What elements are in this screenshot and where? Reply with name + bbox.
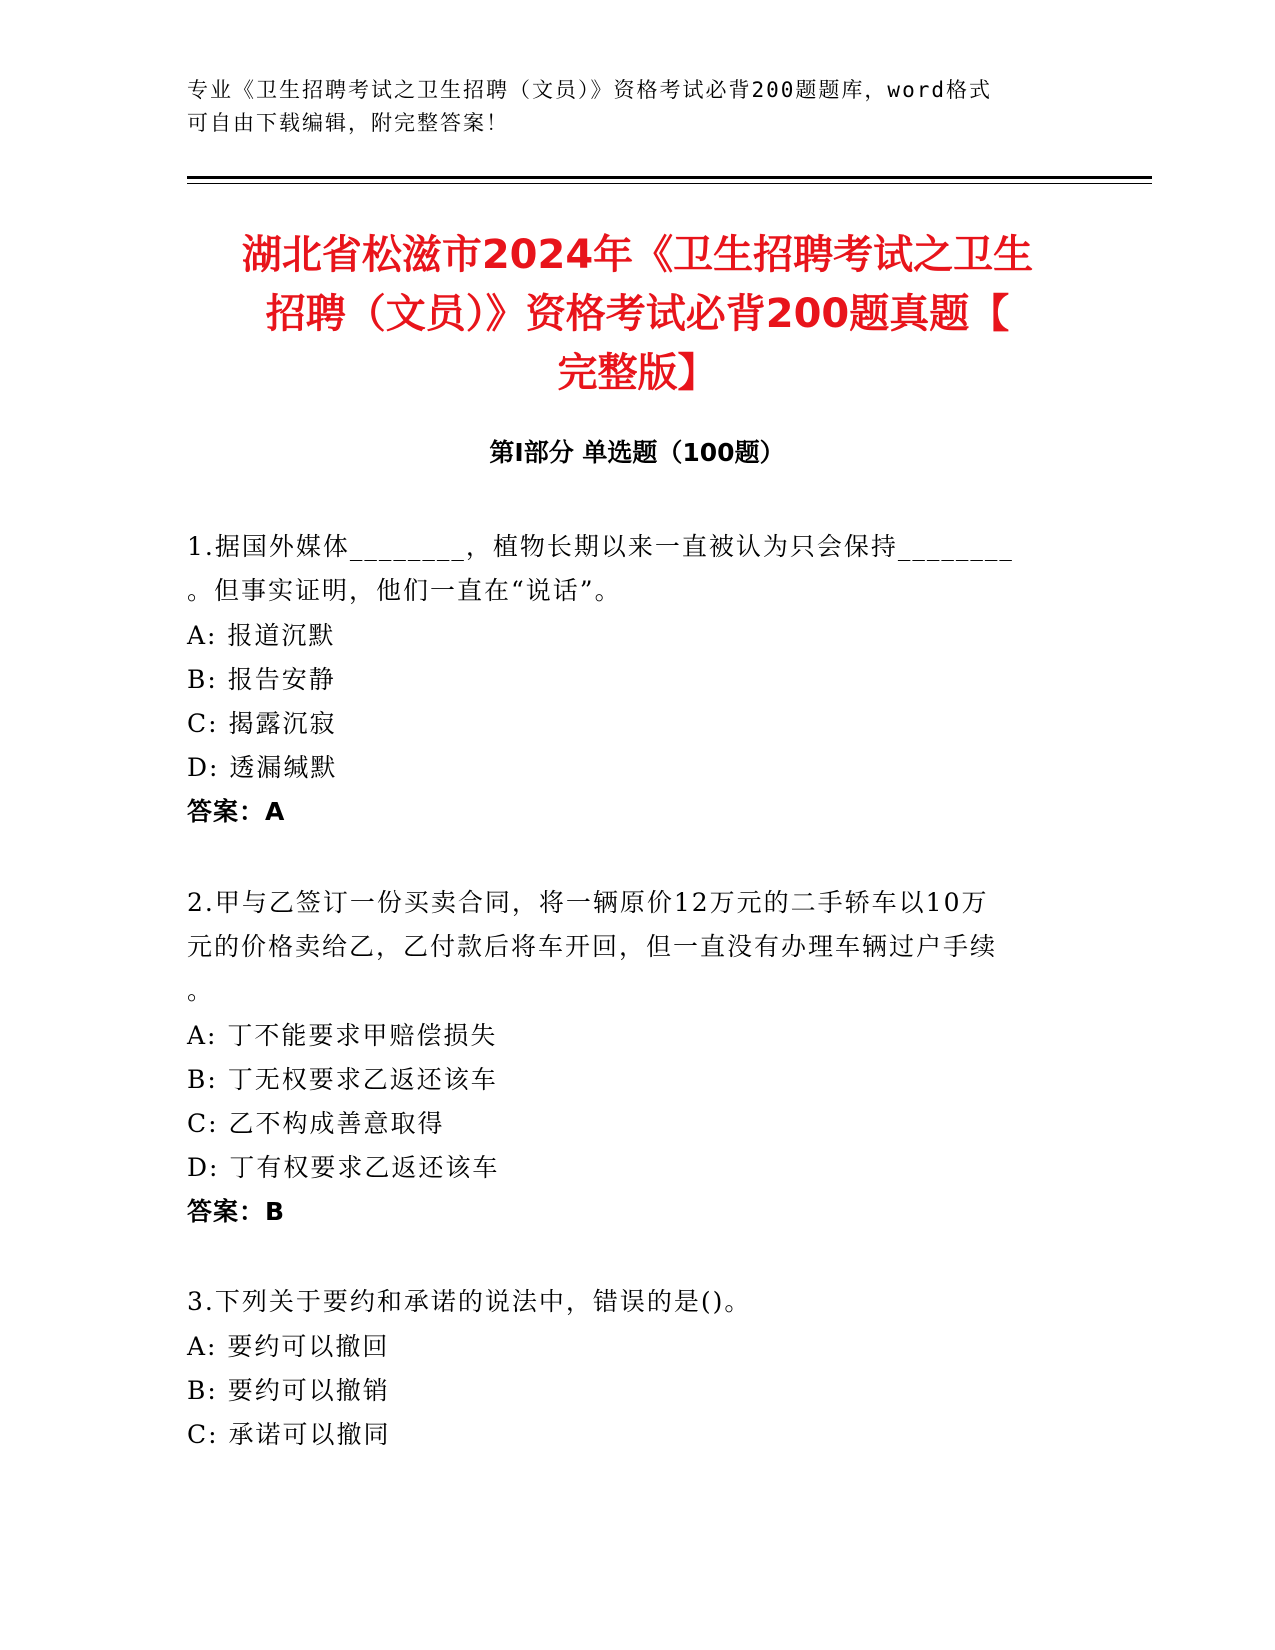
header-note xyxy=(187,74,1067,140)
document-title-line-1: 湖北省松滋市2024年《卫生招聘考试之卫生 xyxy=(241,232,1034,278)
section-heading: 第I部分 单选题（100题） xyxy=(489,438,785,467)
question-1-stem-line-1: 1.据国外媒体________，植物长期以来一直被认为只会保持________ xyxy=(187,532,1014,561)
header-rule-thick xyxy=(187,176,1152,179)
question-1-answer: 答案：A xyxy=(187,797,286,826)
question-2-option-d: D: 丁有权要求乙返还该车 xyxy=(187,1153,500,1182)
question-2-answer: 答案：B xyxy=(187,1197,286,1226)
question-1-option-b: B: 报告安静 xyxy=(187,665,336,694)
question-1-option-a: A: 报道沉默 xyxy=(187,621,336,650)
question-2-stem-line-3: 。 xyxy=(187,976,215,1005)
question-3-option-b: B: 要约可以撤销 xyxy=(187,1376,390,1405)
question-1-option-c: C: 揭露沉寂 xyxy=(187,709,337,738)
question-2-option-c: C: 乙不构成善意取得 xyxy=(187,1109,445,1138)
document-title-line-2: 招聘（文员）》资格考试必背200题真题【 xyxy=(265,291,1010,337)
header-note-line-1: 专业《卫生招聘考试之卫生招聘（文员）》资格考试必背200题题库，word格式 xyxy=(187,78,992,102)
question-1-option-d: D: 透漏缄默 xyxy=(187,753,338,782)
header-note-line-2: 可自由下载编辑，附完整答案！ xyxy=(187,111,509,135)
question-2-stem-line-2: 元的价格卖给乙，乙付款后将车开回，但一直没有办理车辆过户手续 xyxy=(187,932,998,961)
question-1-stem-line-2: 。但事实证明，他们一直在“说话”。 xyxy=(187,576,622,605)
header-rule-thin xyxy=(187,183,1152,184)
question-2-stem-line-1: 2.甲与乙签订一份买卖合同，将一辆原价12万元的二手轿车以10万 xyxy=(187,888,989,917)
question-3-option-c: C: 承诺可以撤同 xyxy=(187,1420,391,1449)
question-3-stem-line-1: 3.下列关于要约和承诺的说法中，错误的是()。 xyxy=(187,1287,752,1316)
question-2-option-b: B: 丁无权要求乙返还该车 xyxy=(187,1065,498,1094)
question-2-option-a: A: 丁不能要求甲赔偿损失 xyxy=(187,1021,498,1050)
question-3-option-a: A: 要约可以撤回 xyxy=(187,1332,390,1361)
document-title xyxy=(180,226,1095,403)
document-title-line-3: 完整版】 xyxy=(557,350,718,396)
